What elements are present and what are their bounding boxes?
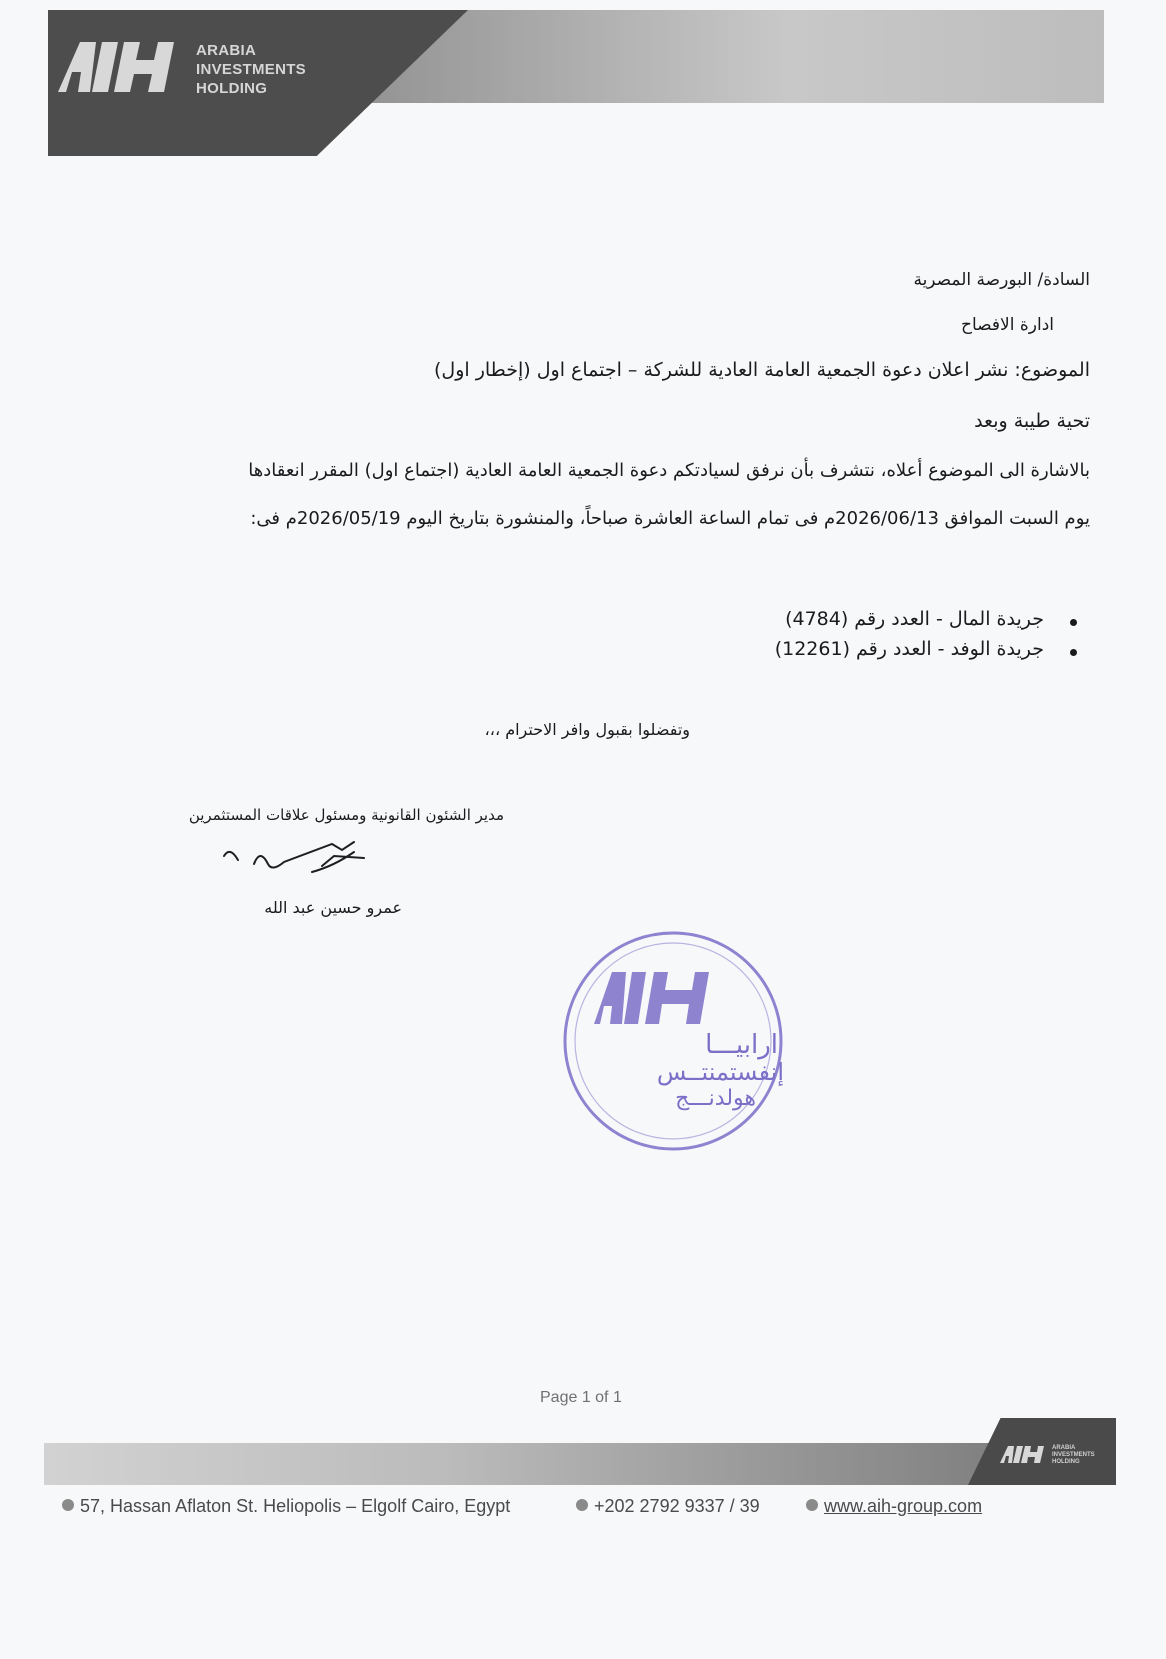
signer-title: مدير الشئون القانونية ومسئول علاقات المستثمرين: [188, 806, 504, 824]
footer-banner: [44, 1443, 1054, 1485]
footer-company-name-line: ARABIA: [1052, 1445, 1076, 1451]
website-link[interactable]: www.aih-group.com: [824, 1496, 983, 1516]
department: ادارة الافصاح: [961, 315, 1054, 335]
address-text: 57, Hassan Aflaton St. Heliopolis – Elgolf Cairo, Egypt: [80, 1496, 511, 1516]
body-line-1: بالاشارة الى الموضوع أعلاه، نتشرف بأن نرفق لسيادتكم دعوة الجمعية العامة العادية (اجتماع اول) المقرر انعقادها: [248, 460, 1090, 481]
aih-logo-icon: [58, 38, 183, 94]
footer-aih-logo-icon: [1000, 1444, 1048, 1464]
newspaper-item: جريدة الوفد - العدد رقم (12261): [774, 638, 1044, 660]
stamp-line-1: ارابيـــا: [705, 1030, 778, 1060]
newspaper-item: جريدة المال - العدد رقم (4784): [785, 608, 1044, 630]
phone-text: +202 2792 9337 / 39: [594, 1496, 760, 1516]
stamp-line-3: هولدنـــج: [675, 1086, 756, 1111]
greeting: تحية طيبة وبعد: [974, 410, 1090, 432]
company-name-line-2: INVESTMENTS: [196, 61, 306, 78]
footer-address: [62, 1496, 510, 1517]
body-line-2: يوم السبت الموافق 2026/06/13م فى تمام الساعة العاشرة صباحاً، والمنشورة بتاريخ اليوم 2026/05/19م فى:: [250, 508, 1090, 529]
phone-icon: [576, 1499, 588, 1511]
recipient: السادة/ البورصة المصرية: [913, 270, 1090, 290]
closing: وتفضلوا بقبول وافر الاحترام ،،،: [484, 720, 690, 739]
list-item: [775, 638, 1044, 660]
handwritten-signature-icon: [214, 836, 384, 898]
globe-icon: [806, 1499, 818, 1511]
company-name-line-3: HOLDING: [196, 80, 268, 97]
company-name: [196, 41, 306, 98]
footer-company-name-line: INVESTMENTS: [1052, 1452, 1095, 1458]
bullet-icon: [1070, 649, 1077, 656]
newspaper-list: [775, 608, 1044, 660]
subject: الموضوع: نشر اعلان دعوة الجمعية العامة العادية للشركة – اجتماع اول (إخطار اول): [433, 359, 1090, 381]
bullet-icon: [1070, 619, 1077, 626]
letterhead-banner: [48, 10, 1104, 156]
footer-company-name: [1052, 1445, 1095, 1466]
footer-phone: [576, 1496, 760, 1517]
company-name-line-1: ARABIA: [196, 42, 257, 59]
signer-name: عمرو حسين عبد الله: [264, 898, 402, 917]
footer-website: [806, 1496, 982, 1517]
list-item: [775, 608, 1044, 630]
location-icon: [62, 1499, 74, 1511]
footer-company-name-line: HOLDING: [1052, 1459, 1080, 1465]
stamp-line-2: إنفستمنتــس: [656, 1058, 784, 1086]
page-number: Page 1 of 1: [540, 1389, 622, 1406]
